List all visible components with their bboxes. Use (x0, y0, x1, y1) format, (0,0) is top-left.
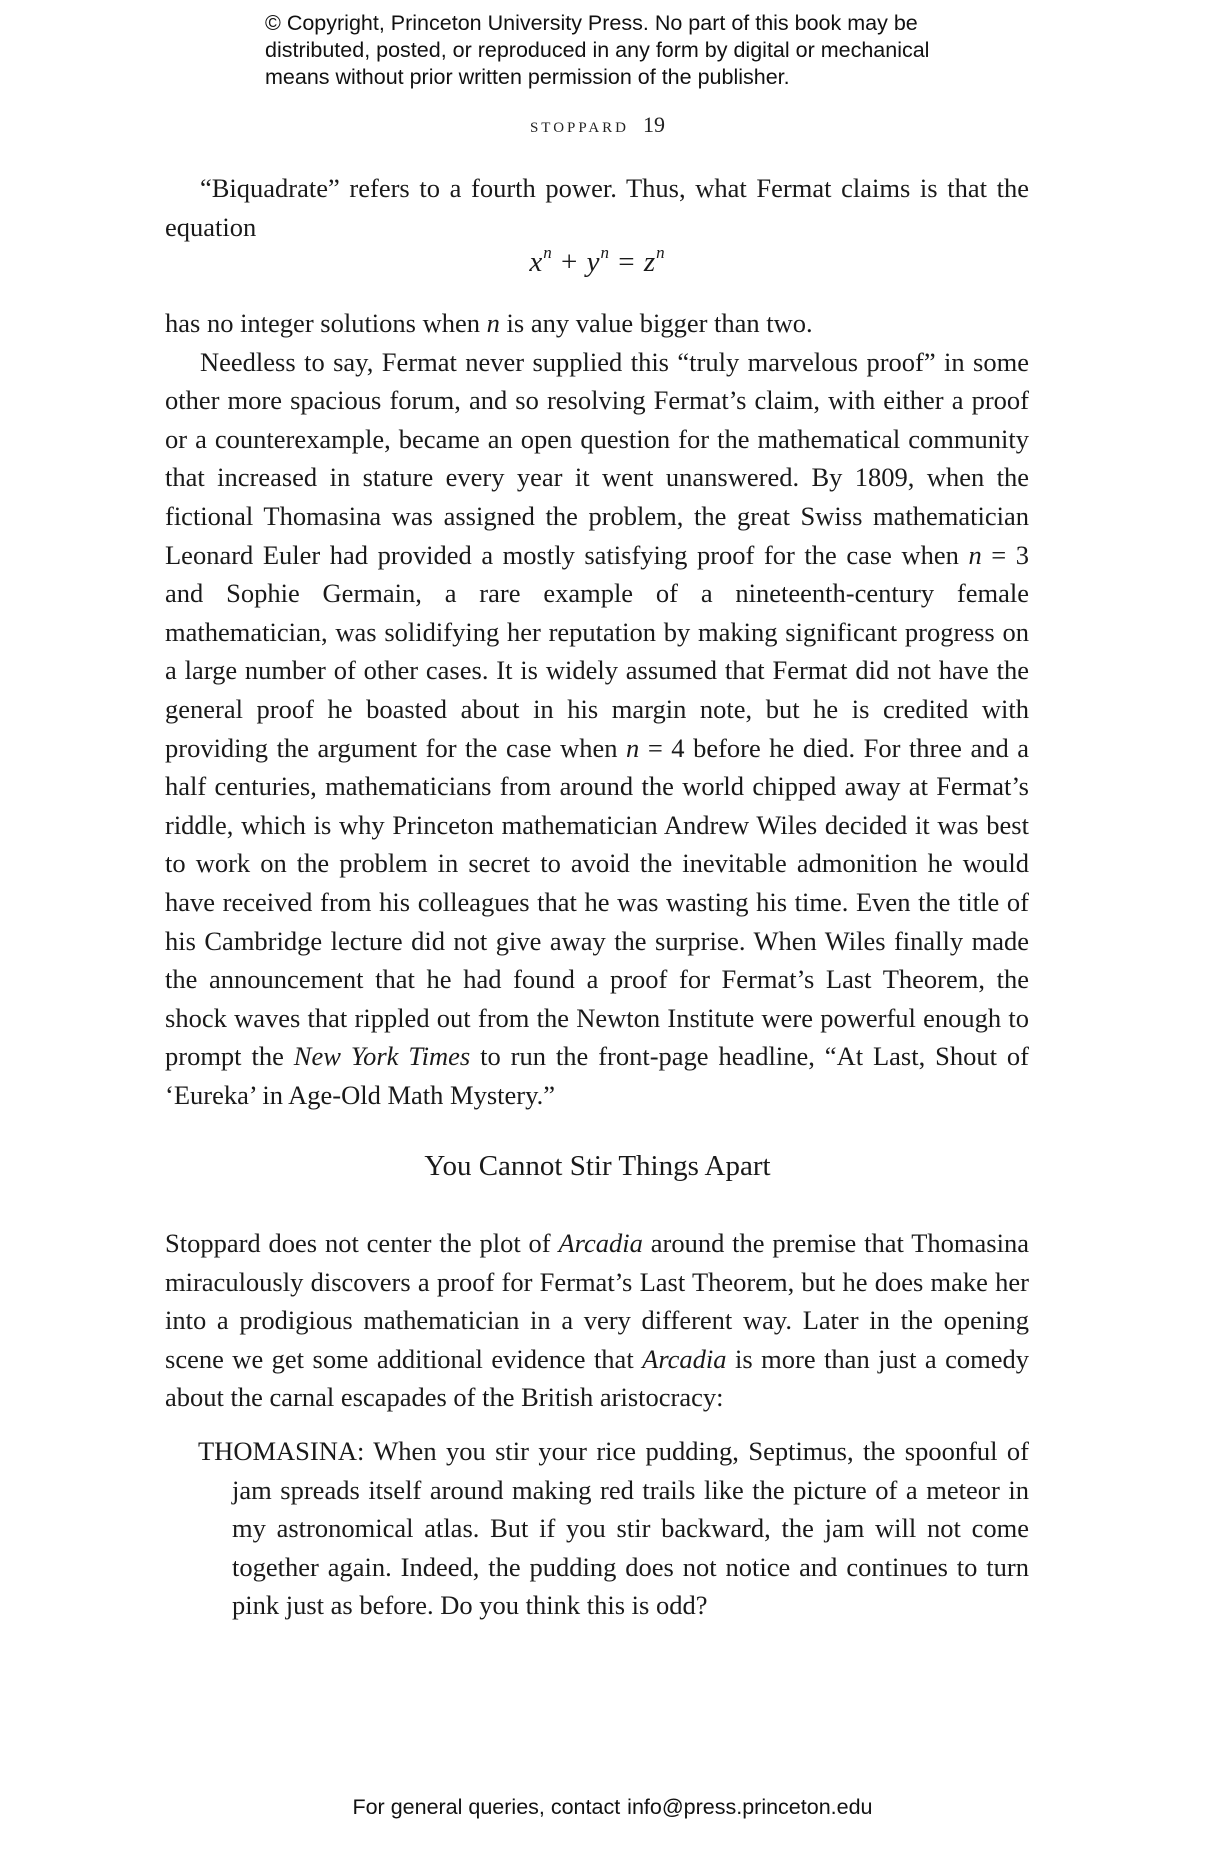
p2-n: n (486, 308, 500, 338)
footer-email: info@press.princeton.edu (627, 1795, 873, 1819)
copyright-line-1: © Copyright, Princeton University Press. No part of this book may be (265, 11, 918, 35)
paragraph-4 (165, 1224, 1029, 1417)
p3-text-c: = 4 before he died. For three and a half centuries, mathematicians from around the world chipped away at Fermat’s riddle, which is why Princeton mathematician Andrew Wiles decided it was best to work on the problem in secret to avoid the inevitable admonition he would have received from his colleagues that he was wasting his time. Even the title of his Cambridge lecture did not give away the surprise. When Wiles finally made the announcement that he had found a proof for Fermat’s Last Theorem, the shock waves that rippled out from the Newton Institute were powerful enough to prompt the (165, 732, 1029, 1072)
footer (0, 1795, 1225, 1820)
paragraph-3 (165, 343, 1029, 1115)
paragraph-1: “Biquadrate” refers to a fourth power. Thus, what Fermat claims is that the equation (165, 173, 1029, 242)
copyright-notice (265, 10, 1025, 91)
copyright-line-2: distributed, posted, or reproduced in any form by digital or mechanical (265, 38, 930, 62)
p3-text-d: to run the front-page headline, “At Last, Shout of ‘Eureka’ in Age-Old Math Mystery.” (165, 1041, 1029, 1110)
eq-exp-2: n (600, 243, 610, 262)
p3-text-a: Needless to say, Fermat never supplied this “truly marvelous proof” in some other more spacious forum, and so resolving Fermat’s claim, with either a proof or a counterexample, became an open question for the mathematical community that increased in stature every year it went unanswered. By 1809, when the fictional Thomasina was assigned the problem, the great Swiss mathematician Leonard Euler had provided a mostly satisfying proof for the case when (165, 346, 1029, 570)
p3-n-2: n (626, 732, 640, 763)
p3-n-1: n (968, 539, 982, 570)
running-head (0, 112, 1195, 138)
quote-body: When you stir your rice pudding, Septimus, the spoonful of jam spreads itself around making red trails like the picture of a meteor in my astronomical atlas. But if you stir backward, the jam will not come together again. Indeed, the pudding does not notice and continues to turn pink just as before. Do you think this is odd? (232, 1436, 1029, 1621)
eq-plus: + (552, 246, 587, 278)
quote-text (198, 1432, 1029, 1625)
paragraph-biquadrate (165, 169, 1029, 246)
eq-exp-1: n (543, 243, 553, 262)
paragraphs-main (165, 304, 1029, 1114)
p3-text-b: = 3 and Sophie Germain, a rare example of a nineteenth-century female mathematician, was solidifying her reputation by making significant progress on a large number of other cases. It is widely assumed that Fermat did not have the general proof he boasted about in his margin note, but he is credited with providing the argument for the case when (165, 539, 1029, 763)
page-number: 19 (643, 112, 666, 137)
p4-arcadia-1: Arcadia (558, 1228, 643, 1258)
block-quote (198, 1432, 1029, 1625)
fermat-equation (0, 243, 1195, 279)
footer-text: For general queries, contact (352, 1795, 621, 1819)
p3-nyt: New York Times (293, 1041, 471, 1072)
quote-speaker: THOMASINA: (198, 1436, 365, 1466)
p4-text-c: is more than just a comedy about the carnal escapades of the British aristocracy: (165, 1343, 1030, 1413)
p2-text-b: is any value bigger than two. (499, 308, 813, 338)
p2-text-a: has no integer solutions when (165, 308, 487, 338)
eq-y: y (586, 246, 601, 278)
section-title: You Cannot Stir Things Apart (424, 1150, 771, 1182)
eq-x: x (529, 246, 544, 278)
paragraph-2 (165, 304, 1029, 343)
eq-exp-3: n (656, 243, 666, 262)
p4-text-b: around the premise that Thomasina miraculously discovers a proof for Fermat’s Last Theorem, but he does make her into a prodigious mathematician in a very different way. Later in the opening scene we get some additional evidence that (165, 1228, 1029, 1374)
eq-equals: = (609, 246, 644, 278)
p4-text-a: Stoppard does not center the plot of (165, 1228, 559, 1258)
running-head-title: stoppard (529, 112, 630, 137)
copyright-line-3: means without prior written permission of the publisher. (265, 65, 790, 89)
p4-arcadia-2: Arcadia (642, 1343, 727, 1374)
eq-z: z (643, 246, 657, 278)
paragraph-stoppard (165, 1224, 1029, 1417)
